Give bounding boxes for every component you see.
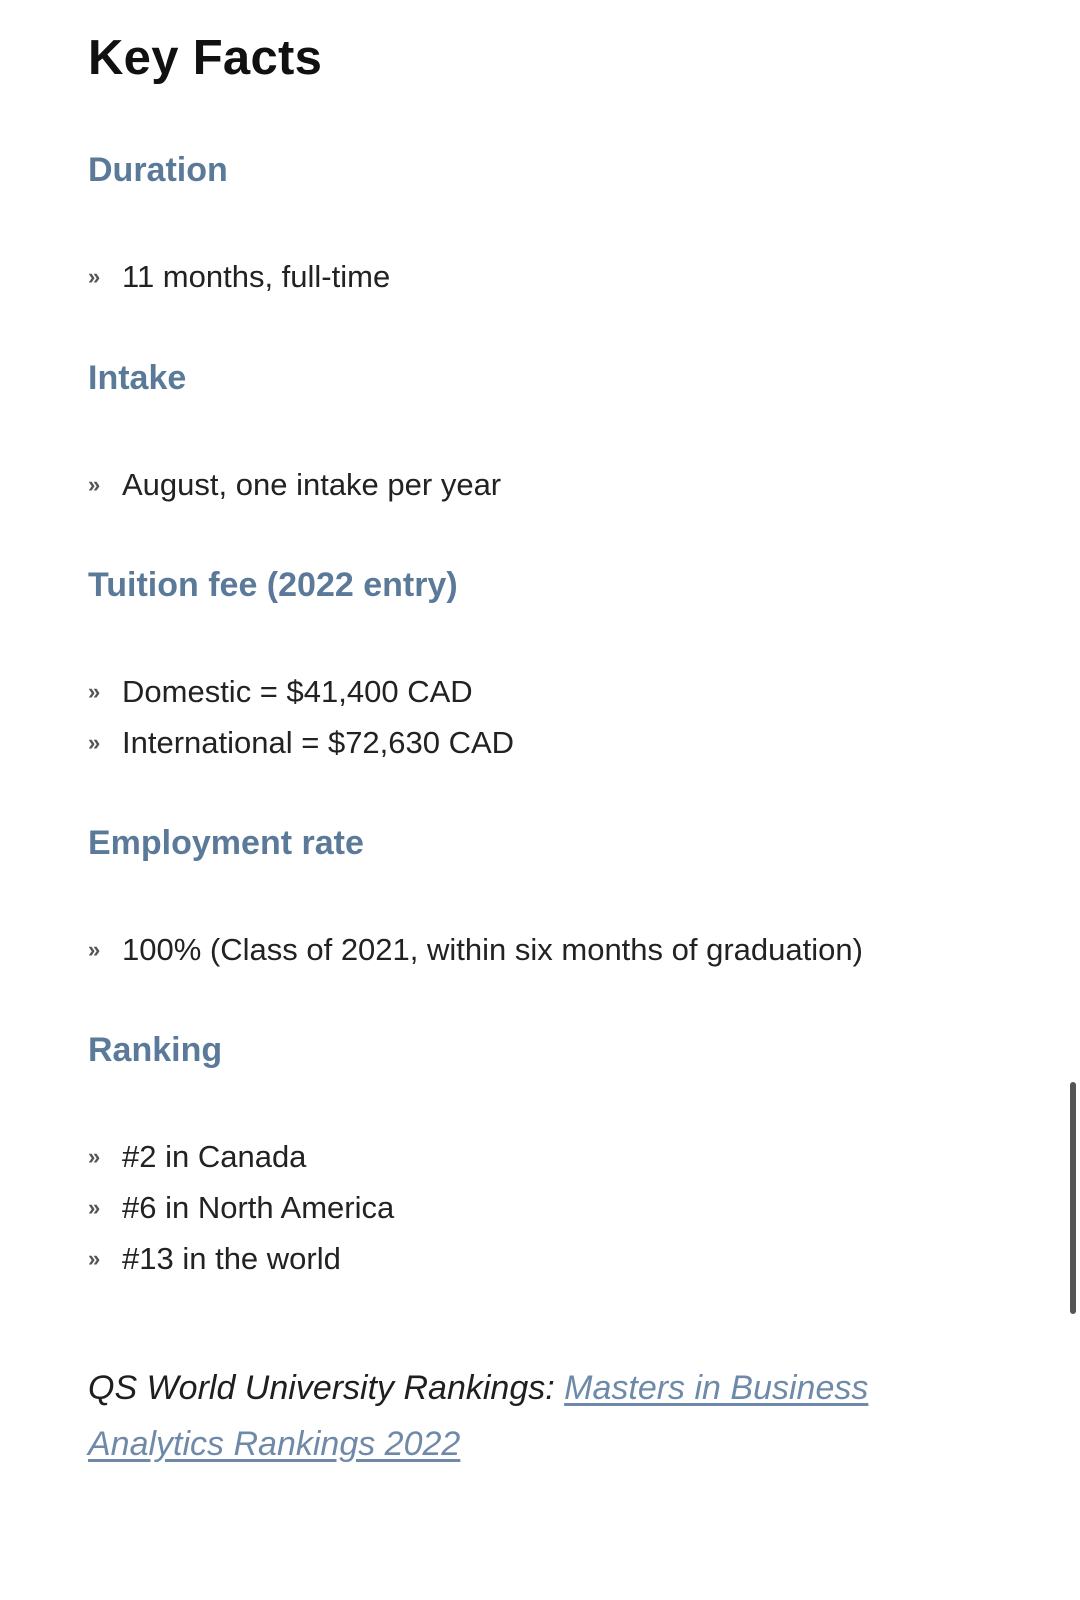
list-item-text: #13 in the world: [122, 1240, 341, 1276]
bullet-list: [88, 666, 1008, 768]
double-chevron-right-icon: »: [88, 936, 101, 962]
section-heading: Intake: [88, 359, 187, 397]
list-item: [88, 666, 1008, 717]
list-item-text: International = $72,630 CAD: [122, 724, 515, 760]
double-chevron-right-icon: »: [88, 1194, 101, 1220]
page-title: Key Facts: [88, 31, 323, 85]
list-item-text: 100% (Class of 2021, within six months of graduation): [122, 931, 863, 967]
section-tuition-fee: [88, 565, 1008, 768]
list-item-text: #6 in North America: [122, 1189, 395, 1225]
source-note: [88, 1360, 988, 1472]
rankings-link[interactable]: Masters in Business Analytics Rankings 2022: [88, 1369, 869, 1463]
bullet-list: [88, 924, 1008, 975]
section-ranking: [88, 1030, 1008, 1284]
list-item: [88, 717, 1008, 768]
section-duration: [88, 150, 1008, 302]
list-item-text: 11 months, full-time: [122, 258, 391, 294]
bullet-list: [88, 459, 1008, 510]
double-chevron-right-icon: »: [88, 263, 101, 289]
section-heading: Employment rate: [88, 824, 364, 862]
list-item: [88, 1233, 1008, 1284]
double-chevron-right-icon: »: [88, 1143, 101, 1169]
list-item: [88, 251, 1008, 302]
section-intake: [88, 358, 1008, 510]
list-item-text: August, one intake per year: [122, 466, 502, 502]
list-item-text: Domestic = $41,400 CAD: [122, 673, 473, 709]
section-employment-rate: [88, 823, 1008, 975]
section-heading: Ranking: [88, 1031, 223, 1069]
list-item: [88, 924, 1008, 975]
section-heading: Tuition fee (2022 entry): [88, 566, 458, 604]
double-chevron-right-icon: »: [88, 678, 101, 704]
bullet-list: [88, 1131, 1008, 1284]
source-note-prefix: QS World University Rankings:: [88, 1369, 565, 1407]
double-chevron-right-icon: »: [88, 471, 101, 497]
bullet-list: [88, 251, 1008, 302]
list-item-text: #2 in Canada: [122, 1138, 307, 1174]
scrollbar-thumb[interactable]: [1070, 1082, 1076, 1314]
double-chevron-right-icon: »: [88, 729, 101, 755]
double-chevron-right-icon: »: [88, 1245, 101, 1271]
list-item: [88, 1131, 1008, 1182]
list-item: [88, 459, 1008, 510]
list-item: [88, 1182, 1008, 1233]
section-heading: Duration: [88, 151, 228, 189]
